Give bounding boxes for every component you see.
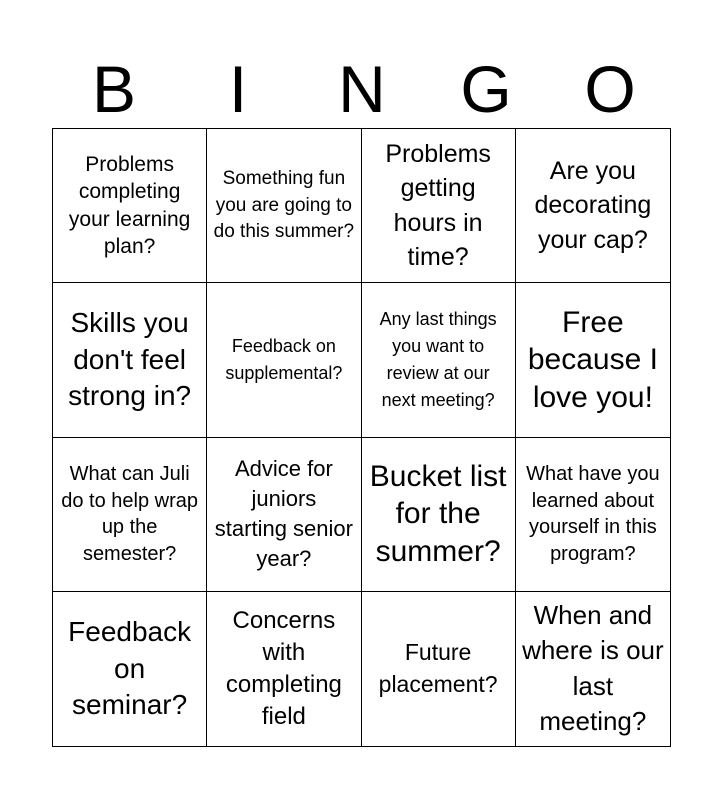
- cell-text: Something fun you are going to do this summer?: [213, 168, 355, 242]
- cell-text: Future placement?: [378, 639, 498, 697]
- bingo-cell[interactable]: [53, 283, 207, 437]
- bingo-cell[interactable]: [516, 438, 670, 592]
- bingo-cell[interactable]: [207, 438, 361, 592]
- bingo-cell[interactable]: [362, 129, 516, 283]
- cell-text: When and where is our last meeting?: [522, 599, 664, 737]
- cell-text: Free because I love you!: [527, 305, 658, 414]
- header-letter-n: N: [338, 52, 386, 126]
- cell-text: Skills you don't feel strong in?: [68, 307, 192, 412]
- bingo-cell[interactable]: [53, 592, 207, 746]
- bingo-cell[interactable]: [516, 283, 670, 437]
- bingo-cell[interactable]: [362, 592, 516, 746]
- bingo-cell[interactable]: [207, 129, 361, 283]
- bingo-grid: [52, 128, 671, 747]
- bingo-cell[interactable]: [53, 438, 207, 592]
- header-letter-g: G: [460, 52, 512, 126]
- cell-text: Feedback on seminar?: [68, 616, 192, 721]
- cell-text: What have you learned about yourself in this program?: [526, 463, 660, 565]
- header-letter-o: O: [584, 52, 636, 126]
- cell-text: Problems getting hours in time?: [385, 139, 491, 272]
- cell-text: Any last things you want to review at our next meeting?: [379, 308, 497, 410]
- cell-text: What can Juli do to help wrap up the semester?: [61, 463, 198, 565]
- cell-text: Problems completing your learning plan?: [68, 153, 191, 258]
- bingo-cell[interactable]: [207, 592, 361, 746]
- cell-text: Advice for juniors starting senior year?: [214, 456, 353, 572]
- bingo-cell[interactable]: [516, 592, 670, 746]
- bingo-header: [52, 50, 672, 128]
- bingo-cell[interactable]: [53, 129, 207, 283]
- bingo-cell[interactable]: [207, 283, 361, 437]
- header-letter-i: I: [228, 52, 248, 126]
- cell-text: Feedback on supplemental?: [225, 335, 343, 383]
- cell-text: Bucket list for the summer?: [369, 459, 507, 568]
- bingo-cell[interactable]: [362, 283, 516, 437]
- bingo-cell[interactable]: [516, 129, 670, 283]
- cell-text: Concerns with completing field: [225, 606, 342, 731]
- header-letter-b: B: [91, 52, 137, 126]
- cell-text: Are you decorating your cap?: [534, 156, 652, 254]
- bingo-cell[interactable]: [362, 438, 516, 592]
